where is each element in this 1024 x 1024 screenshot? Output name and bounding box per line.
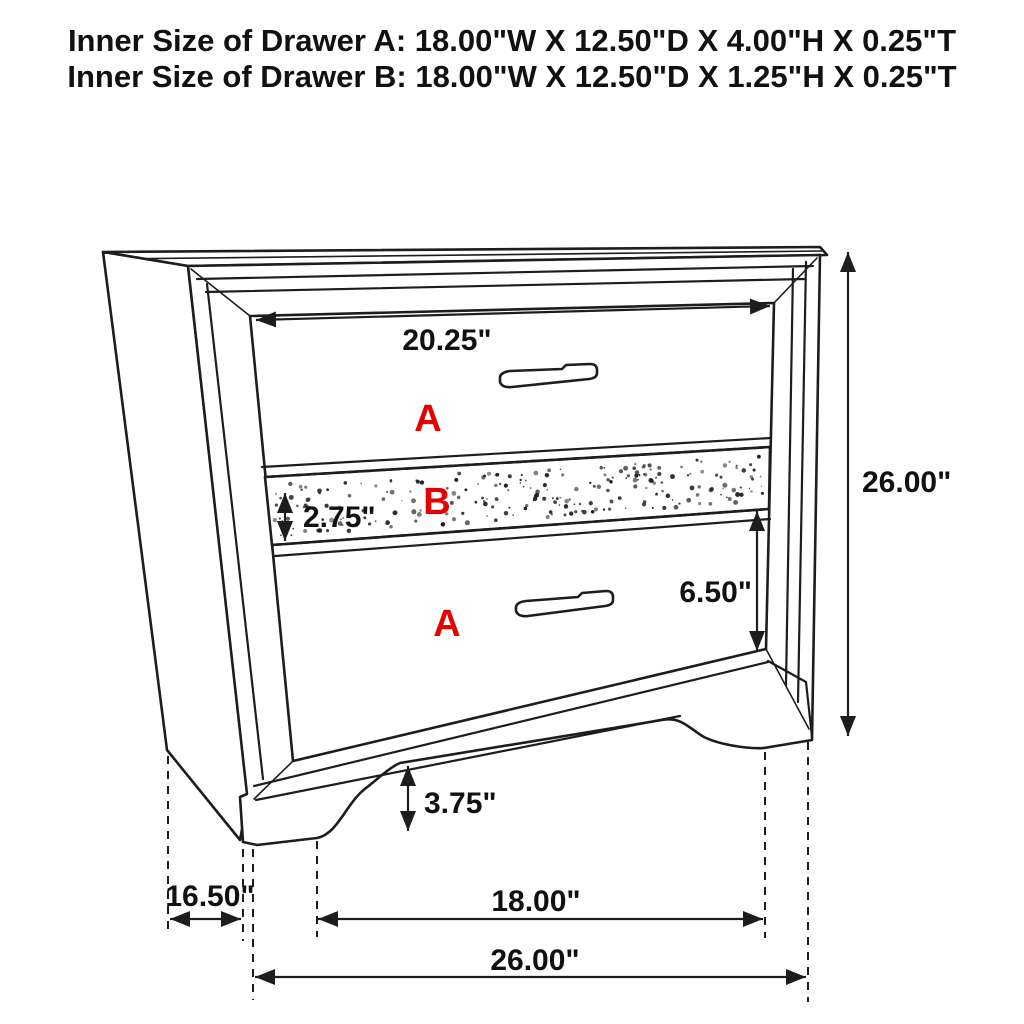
label-drawer-a-top: A bbox=[414, 398, 442, 440]
dim-label-feet-span: 18.00" bbox=[491, 885, 581, 918]
dim-label-side-depth: 16.50" bbox=[165, 880, 255, 913]
dim-label-top-opening-width: 20.25" bbox=[402, 324, 492, 357]
dim-label-strip-height: 2.75" bbox=[303, 501, 376, 534]
header-line-1: Inner Size of Drawer A: 18.00"W X 12.50"D X 4.00"H X 0.25"T bbox=[67, 23, 957, 58]
front-frame-and-base bbox=[188, 255, 820, 845]
label-drawer-a-bottom: A bbox=[433, 603, 461, 645]
header bbox=[67, 23, 956, 94]
dim-label-bottom-drawer-height: 6.50" bbox=[679, 576, 752, 609]
dim-label-overall-height: 26.00" bbox=[862, 466, 952, 499]
dim-label-overall-width: 26.00" bbox=[490, 944, 580, 977]
header-line-2: Inner Size of Drawer B: 18.00"W X 12.50"D X 1.25"H X 0.25"T bbox=[67, 59, 957, 94]
dim-label-foot-height: 3.75" bbox=[424, 787, 497, 820]
label-strip-b: B bbox=[423, 481, 451, 523]
